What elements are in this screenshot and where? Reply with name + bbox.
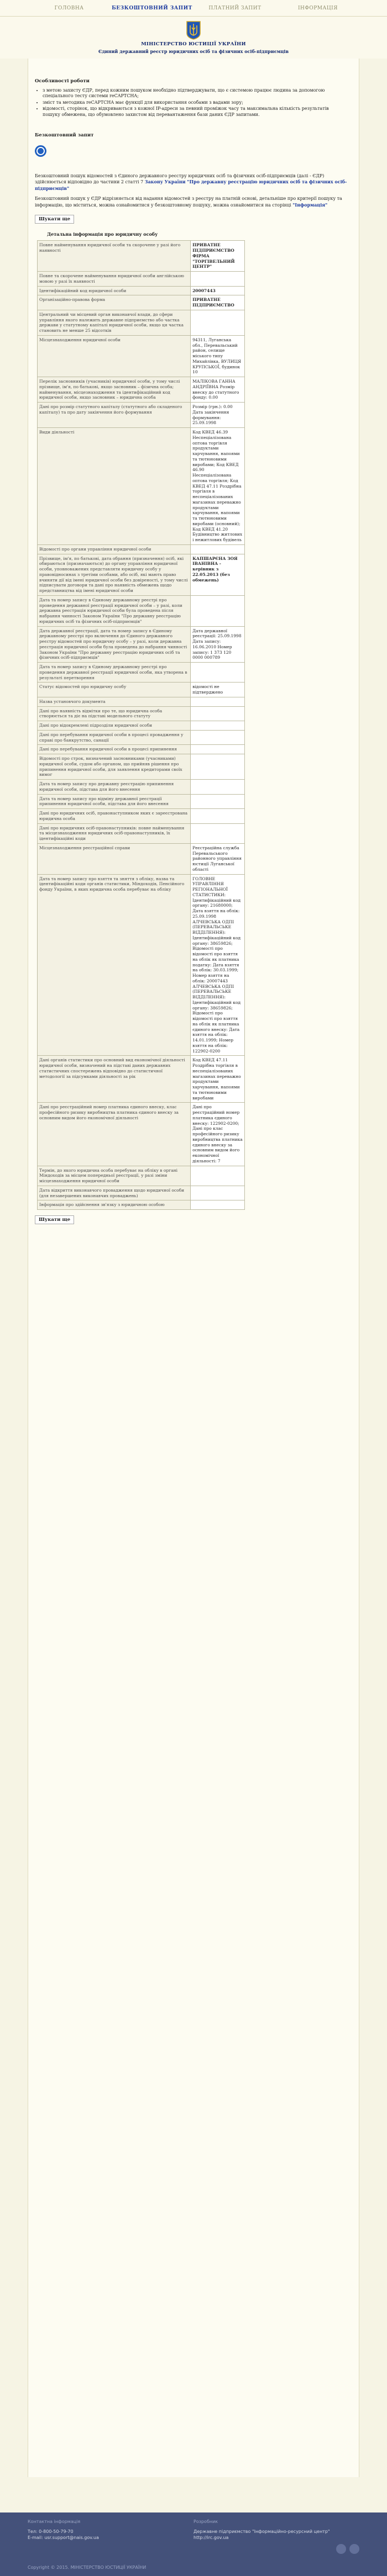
field-value	[191, 663, 245, 683]
field-value	[191, 754, 245, 780]
field-label: Дані про юридичних осіб, правонаступником яких є зареєстрована юридична особа	[38, 809, 191, 824]
table-row	[38, 809, 245, 824]
table-row	[38, 721, 245, 731]
list-item: • відомості, сторінок, що відкриваються з кожної IP-адреси за певний проміжок часу та максимальна кількість результатів пошуку обмежена, що обумовлено захистом від перевантаження бази даних ЄДР запитами.	[43, 106, 348, 118]
field-label: Дата державної реєстрації, дата та номер запису в Єдиному державному реєстрі про включення до Єдиного державного реєстру відомостей про юридичну особу – у разі, коли державна реєстрація юридичної особи була проведена до набрання чинності Законом України "Про державну реєстрацію юридичних осіб та фізичних осіб-підприємців"	[38, 626, 191, 663]
field-value: ПРИВАТНЕ ПІДПРИЄМСТВО	[191, 295, 245, 310]
field-value	[191, 780, 245, 795]
table-row	[38, 663, 245, 683]
field-value	[191, 697, 245, 706]
social-links	[194, 2544, 359, 2554]
field-label: Інформація про здійснення зв'язку з юридичною особою	[38, 1200, 191, 1210]
developer-heading: Розробник	[194, 2519, 218, 2524]
field-label: Прізвище, ім'я, по батькові, дата обрання (призначення) осіб, які обираються (призначаються) до органу управління юридичної особи, уповноважених представляти юридичну особу у правовідносинах з третіми особами, або осіб, які мають право вчиняти дії від імені юридичної особи без довіреності, у тому числі підписувати договори та дані про наявність обмежень щодо представництва від імені юридичної особи	[38, 554, 191, 595]
main-content	[28, 59, 359, 2477]
field-label: Дата та номер запису про взяття та зняття з обліку, назва та ідентифікаційні коди органів статистики, Міндоходів, Пенсійного фонду України, в яких юридична особа перебуває на обліку	[38, 874, 191, 1056]
field-label: Відомості про строк, визначений засновниками (учасниками) юридичної особи, судом або органом, що прийняв рішення про припинення юридичної особи, для заявлення кредиторами своїх вимог	[38, 754, 191, 780]
table-row	[38, 683, 245, 697]
field-value: Код КВЕД 46.39 Неспеціалізована оптова торгівля продуктами харчування, напоями та тютюновими виробами; Код КВЕД 46.90 Неспеціалізована оптова торгівля; Код КВЕД 47.11 Роздрібна торгівля в неспеціалізованих магазинах переважно продуктами харчування, напоями та тютюновими виробами (основний); Код КВЕД 41.20 Будівництво житлових і нежитлових будівель	[191, 428, 245, 545]
info-badge-icon	[35, 145, 46, 157]
google-plus-icon[interactable]	[349, 2544, 359, 2554]
table-row	[38, 1056, 245, 1103]
site-footer	[0, 2512, 387, 2576]
field-value	[191, 272, 245, 287]
field-value: 20007443	[191, 286, 245, 295]
search-again-button[interactable]: Шукати ще	[35, 215, 74, 224]
site-header	[0, 17, 387, 59]
nav-item[interactable]: ГОЛОВНА	[54, 6, 84, 11]
field-label: Дані про реєстраційний номер платника єдиного внеску, клас професійного ризику виробництва платника єдиного внеску за основним видом його економічної діяльності	[38, 1103, 191, 1166]
field-label: Місцезнаходження юридичної особи	[38, 335, 191, 377]
list-item: • з метою захисту ЄДР, перед кожним пошуком необхідно підтверджувати, що є системою працює людина за допомогою спеціального тесту системи reCAPTCHA;	[43, 88, 348, 99]
field-label: Повне найменування юридичної особи та скорочене у разі його наявності	[38, 241, 191, 272]
field-label: Дата відкриття виконавчого провадження щодо юридичної особи (для незавершених виконавчих проваджень)	[38, 1186, 191, 1200]
field-value: Код КВЕД 47.11 Роздрібна торгівля в неспеціалізованих магазинах переважно продуктами харчування, напоями та тютюновими виробами	[191, 1056, 245, 1103]
details-heading: Детальна інформація про юридичну особу	[47, 231, 158, 237]
field-value	[191, 721, 245, 731]
table-row	[38, 754, 245, 780]
field-value: Дата державної реєстрації: 25.09.1998 Дата запису: 16.06.2010 Номер запису: 1 373 120 0000 000789	[191, 626, 245, 663]
field-value: КАПШАРЄНА ЗОЯ ІВАНІВНА - керівник з 22.05.2013 (без обмежень)	[191, 554, 245, 595]
free-request-description	[35, 173, 348, 208]
developer-name: Державне підприємство "Інформаційно-ресурсний центр"	[194, 2529, 330, 2535]
table-row	[38, 843, 245, 874]
contact-email[interactable]: E-mail: usr.support@nais.gov.ua	[28, 2535, 99, 2540]
features-heading: Особливості роботи	[35, 78, 90, 84]
table-row	[38, 626, 245, 663]
search-again-button-bottom[interactable]: Шукати ще	[35, 1215, 74, 1224]
field-label: Дані про відокремлені підрозділи юридичної особи	[38, 721, 191, 731]
contacts-heading: Контактна інформація	[28, 2519, 81, 2524]
field-label: Дата та номер запису про відміну державної реєстрації припинення юридичної особи, підстава для його внесення	[38, 794, 191, 809]
details-table	[37, 240, 245, 1210]
table-row	[38, 823, 245, 843]
copyright: Copyright © 2015. МІНІСТЕРСТВО ЮСТИЦІЇ УКРАЇНИ	[28, 2564, 147, 2570]
free-request-heading: Безкоштовний запит	[35, 133, 94, 138]
field-label: Дані про розмір статутного капіталу (статутного або складеного капіталу) та про дату закінчення його формування	[38, 403, 191, 428]
field-label: Центральний чи місцевий орган виконавчої влади, до сфери управління якого належить державне підприємство або частка держави у статутному капіталі юридичної особи, якщо ця частка становить не менше 25 відсотків	[38, 310, 191, 335]
field-value	[191, 595, 245, 626]
field-label: Дата та номер запису про державну реєстрацію припинення юридичної особи, підстава для його внесення	[38, 780, 191, 795]
field-value: Реєстраційна служба Перевальського районного управління юстиції Луганської області	[191, 843, 245, 874]
field-value: Дані про реєстраційний номер платника єдиного внеску: 122902-0200; Дані про клас професійного ризику виробництва платника єдиного внеску за основним видом його економічної діяльності: 7	[191, 1103, 245, 1166]
field-value	[191, 1186, 245, 1200]
table-row	[38, 697, 245, 706]
footer-contacts	[28, 2519, 194, 2554]
table-row	[38, 335, 245, 377]
table-row	[38, 295, 245, 310]
nav-item[interactable]: ПЛАТНИЙ ЗАПИТ	[208, 6, 262, 11]
field-value: ПРИВАТНЕ ПІДПРИЄМСТВО ФІРМА "ТОРГІВЕЛЬНИЙ ЦЕНТР"	[191, 241, 245, 272]
field-label: Дата та номер запису в Єдиному державному реєстрі про проведення державної реєстрації юридичної особи – у разі, коли державна реєстрація юридичної особи була проведена після набрання чинності Законом України "Про державну реєстрацію юридичних осіб та фізичних осіб-підприємців"	[38, 595, 191, 626]
table-row	[38, 403, 245, 428]
contact-phone: Тел: 0-800-50-79-70	[28, 2529, 74, 2535]
field-label: Дата та номер запису в Єдиному державному реєстрі про проведення державної реєстрації юридичної особи, яка утворена в результаті перетворення	[38, 663, 191, 683]
field-value: Розмір (грн.): 0.00 Дата закінчення формування: 25.09.1998	[191, 403, 245, 428]
facebook-icon[interactable]	[336, 2544, 346, 2554]
table-row	[38, 794, 245, 809]
registry-subtitle: Єдиний державний реєстр юридичних осіб та фізичних осіб-підприємців	[98, 49, 289, 55]
law-link[interactable]: Закону України "Про державну реєстрацію юридичних осіб та фізичних осіб-підприємців"	[35, 179, 347, 191]
table-row	[38, 428, 245, 545]
field-label: Дані про перебування юридичної особи в процесі припинення	[38, 745, 191, 754]
table-row	[38, 241, 245, 272]
field-value: 94311, Луганська обл., Перевальський район, селище міського типу Михайлівка, ВУЛИЦЯ КРУПСЬКОЇ, будинок 10	[191, 335, 245, 377]
info-notice	[35, 145, 348, 157]
table-row	[38, 1200, 245, 1210]
info-page-link[interactable]: "Інформація"	[292, 202, 328, 208]
table-row	[38, 272, 245, 287]
field-label: Термін, до якого юридична особа перебуває на обліку в органі Міндоходів за місцем попередньої реєстрації, у разі зміни місцезнаходження юридичної особи	[38, 1166, 191, 1186]
table-row	[38, 377, 245, 403]
table-row	[38, 706, 245, 721]
table-row	[38, 1166, 245, 1186]
table-row	[38, 874, 245, 1056]
field-label: Види діяльності	[38, 428, 191, 545]
field-label: Статус відомостей про юридичну особу	[38, 683, 191, 697]
table-row	[38, 286, 245, 295]
field-label: Перелік засновників (учасників) юридичної особи, у тому числі прізвище, ім'я, по батькові, якщо засновник – фізична особа; найменування, місцезнаходження та ідентифікаційний код юридичної особи, якщо засновник – юридична особа	[38, 377, 191, 403]
field-label: Дані органів статистики про основний вид економічної діяльності юридичної особи, визначений на підставі даних державних статистичних спостережень відповідно до статистичної методології за підсумками діяльності за рік	[38, 1056, 191, 1103]
table-row	[38, 1103, 245, 1166]
field-value: відомості не підтверджено	[191, 683, 245, 697]
table-row	[38, 730, 245, 745]
field-label: Повне та скорочене найменування юридичної особи англійською мовою у разі їх наявності	[38, 272, 191, 287]
field-value: ГОЛОВНЕ УПРАВЛІННЯ РЕГІОНАЛЬНОЇ СТАТИСТИКИ: Ідентифікаційний код органу: 21680000; Дата взяття на облік: 25.09.1998 АЛЧЕВСЬКА ОДПІ (ПЕРЕВАЛЬСЬКЕ ВІДДІЛЕННЯ): Ідентифікаційний код органу: 38659826; Відомості про відомості про взяття на облік як платника податку: Дата взяття на облік: 30.03.1999; Номер взяття на облік: 20007443 АЛЧЕВСЬКА ОДПІ (ПЕРЕВАЛЬСЬКЕ ВІДДІЛЕННЯ): Ідентифікаційний код органу: 38659826; Відомості про відомості про взяття на облік як платника єдиного внеску: Дата взяття на облік: 14.01.1999; Номер взяття на облік: 122902-0200	[191, 874, 245, 1056]
field-value	[191, 745, 245, 754]
footer-developer	[194, 2519, 359, 2554]
field-label: Організаційно-правова форма	[38, 295, 191, 310]
nav-item[interactable]: БЕЗКОШТОВНИЙ ЗАПИТ	[112, 6, 192, 11]
field-value	[191, 1166, 245, 1186]
ukraine-coat-of-arms-icon	[186, 21, 201, 40]
field-label: Місцезнаходження реєстраційної справи	[38, 843, 191, 874]
field-value	[191, 544, 245, 554]
table-row	[38, 780, 245, 795]
features-list	[43, 88, 348, 118]
table-row	[38, 310, 245, 335]
paragraph-text: Безкоштовний пошук відомостей з Єдиного державного реєстру юридичних осіб та фізичних осіб-підприємців (далі - ЄДР) здійснюється відповідно до частини 2 статті 7	[35, 173, 325, 185]
description-paragraph	[35, 196, 348, 208]
table-row	[38, 1186, 245, 1200]
table-row	[38, 554, 245, 595]
field-label: Відомості про органи управління юридичної особи	[38, 544, 191, 554]
developer-link[interactable]: http://irc.gov.ua	[194, 2535, 229, 2540]
field-value	[191, 706, 245, 721]
ministry-title: МІНІСТЕРСТВО ЮСТИЦІЇ УКРАЇНИ	[141, 41, 246, 47]
field-label: Дані про юридичних осіб-правонаступників: повне найменування та місцезнаходження юридичних осіб-правонаступників, їх ідентифікаційні коди	[38, 823, 191, 843]
description-paragraph	[35, 173, 348, 192]
field-value	[191, 823, 245, 843]
field-label: Дані про перебування юридичної особи в процесі провадження у справі про банкрутство, санації	[38, 730, 191, 745]
field-value: МАЛІКОВА ГАННА АНДРІЇВНА Розмір внеску до статутного фонду: 0.00	[191, 377, 245, 403]
table-row	[38, 544, 245, 554]
field-value	[191, 794, 245, 809]
top-navigation	[0, 0, 387, 17]
field-label: Назва установчого документа	[38, 697, 191, 706]
field-value	[191, 1200, 245, 1210]
field-label: Ідентифікаційний код юридичної особи	[38, 286, 191, 295]
field-value	[191, 809, 245, 824]
field-label: Дані про наявність відмітки про те, що юридична особа створюється та діє на підставі модельного статуту	[38, 706, 191, 721]
field-value	[191, 730, 245, 745]
list-item: • зміст та методика reCAPTCHA має функції для використання особами з вадами зору;	[43, 100, 348, 105]
paragraph-text: Безкоштовний пошук у ЄДР відрізняється від надання відомостей з реєстру на платній основі, детальніше про критерії пошуку та інформацію, що міститься, можна ознайомитися у безкоштовному пошуку, можна ознайомитися на сторінці	[35, 196, 342, 208]
table-row	[38, 745, 245, 754]
nav-item[interactable]: ІНФОРМАЦІЯ	[297, 6, 338, 11]
table-row	[38, 595, 245, 626]
field-value	[191, 310, 245, 335]
